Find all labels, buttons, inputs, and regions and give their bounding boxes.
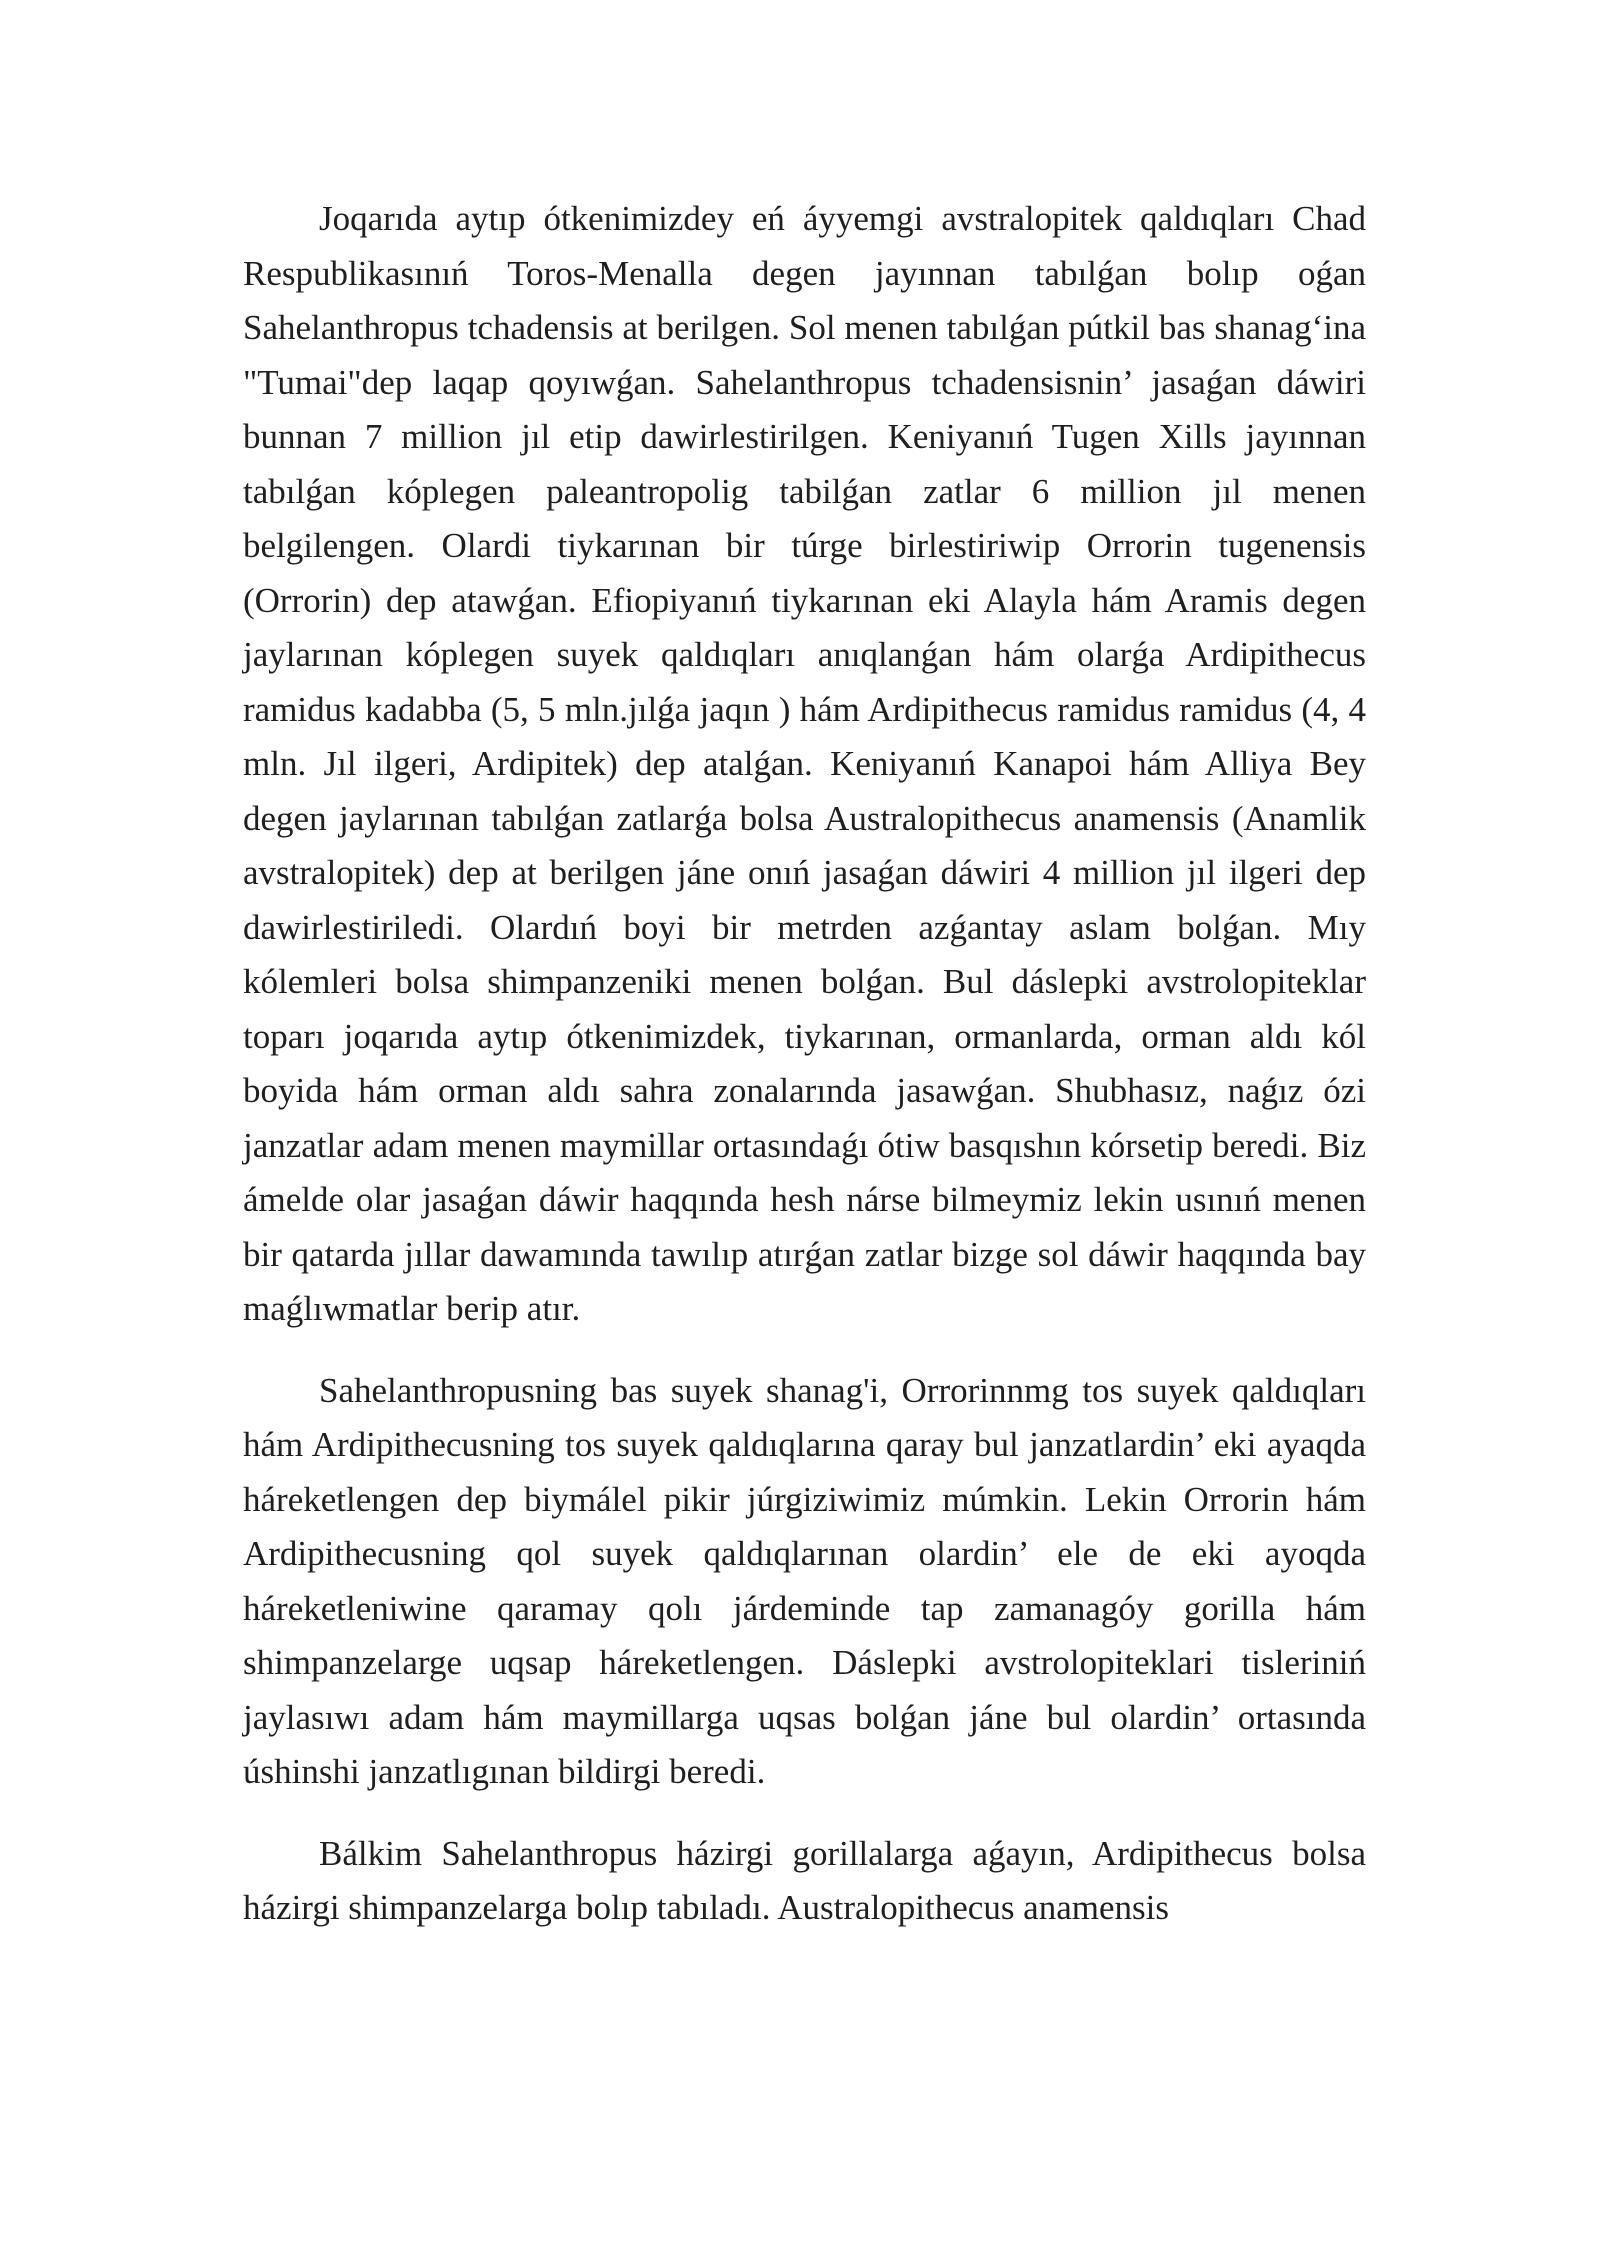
paragraph-1: Joqarıda aytıp ótkenimizdey eń áyyemgi avstralopitek qaldıqları Chad Respublikasınıń Toros-Menalla degen jayınnan tabılǵan bolıp oǵan Sahelanthropus tchadensis at berilgen. Sol menen tabılǵan pútkil bas shanagʻina "Tumai"dep laqap qoyıwǵan. Sahelanthropus tchadensisnin’ jasaǵan dáwiri bunnan 7 million jıl etip dawirlestirilgen. Keniyanıń Tugen Xills jayınnan tabılǵan kóplegen paleantropolig tabilǵan zatlar 6 million jıl menen belgilengen. Olardi tiykarınan bir túrge birlestiriwip Orrorin tugenensis (Orrorin) dep atawǵan. Efiopiyanıń tiykarınan eki Alayla hám Aramis degen jaylarınan kóplegen suyek qaldıqları anıqlanǵan hám olarǵa Ardipithecus ramidus kadabba (5, 5 mln.jılǵa jaqın ) hám Ardipithecus ramidus ramidus (4, 4 mln. Jıl ilgeri, Ardipitek) dep atalǵan. Keniyanıń Kanapoi hám Alliya Bey degen jaylarınan tabılǵan zatlarǵa bolsa Australopithecus anamensis (Anamlik avstralopitek) dep at berilgen jáne onıń jasaǵan dáwiri 4 million jıl ilgeri dep dawirlestiriledi. Olardıń boyi bir metrden azǵantay aslam bolǵan. Mıy kólemleri bolsa shimpanzeniki menen bolǵan. Bul dáslepki avstrolopiteklar toparı joqarıda aytıp ótkenimizdek, tiykarınan, ormanlarda, orman aldı kól boyida hám orman aldı sahra zonalarında jasawǵan. Shubhasız, naǵız ózi janzatlar adam menen maymillar ortasındaǵı ótiw basqıshın kórsetip beredi. Biz ámelde olar jasaǵan dáwir haqqında hesh nárse bilmeymiz lekin usınıń menen bir qatarda jıllar dawamında tawılıp atırǵan zatlar bizge sol dáwir haqqında bay maǵlıwmatlar berip atır. (243, 199, 1366, 1328)
paragraph-2: Sahelanthropusning bas suyek shanag'i, Orrorinnmg tos suyek qaldıqları hám Ardipithecusning tos suyek qaldıqlarına qaray bul janzatlardin’ eki ayaqda háreketlengen dep biymálel pikir júrgiziwimiz múmkin. Lekin Orrorin hám Ardipithecusning qol suyek qaldıqlarınan olardin’ ele de eki ayoqda háreketleniwine qaramay qolı járdeminde tap zamanagóy gorilla hám shimpanzelarge uqsap háreketlengen. Dáslepki avstrolopiteklari tisleriniń jaylasıwı adam hám maymillarga uqsas bolǵan jáne bul olardin’ ortasında úshinshi janzatlıgınan bildirgi beredi. (243, 1370, 1366, 1791)
body-text (243, 192, 1366, 1963)
paragraph-3: Bálkim Sahelanthropus házirgi gorillalarga aǵayın, Ardipithecus bolsa házirgi shimpanzelarga bolıp tabıladı. Australopithecus anamensis (243, 1833, 1366, 1927)
